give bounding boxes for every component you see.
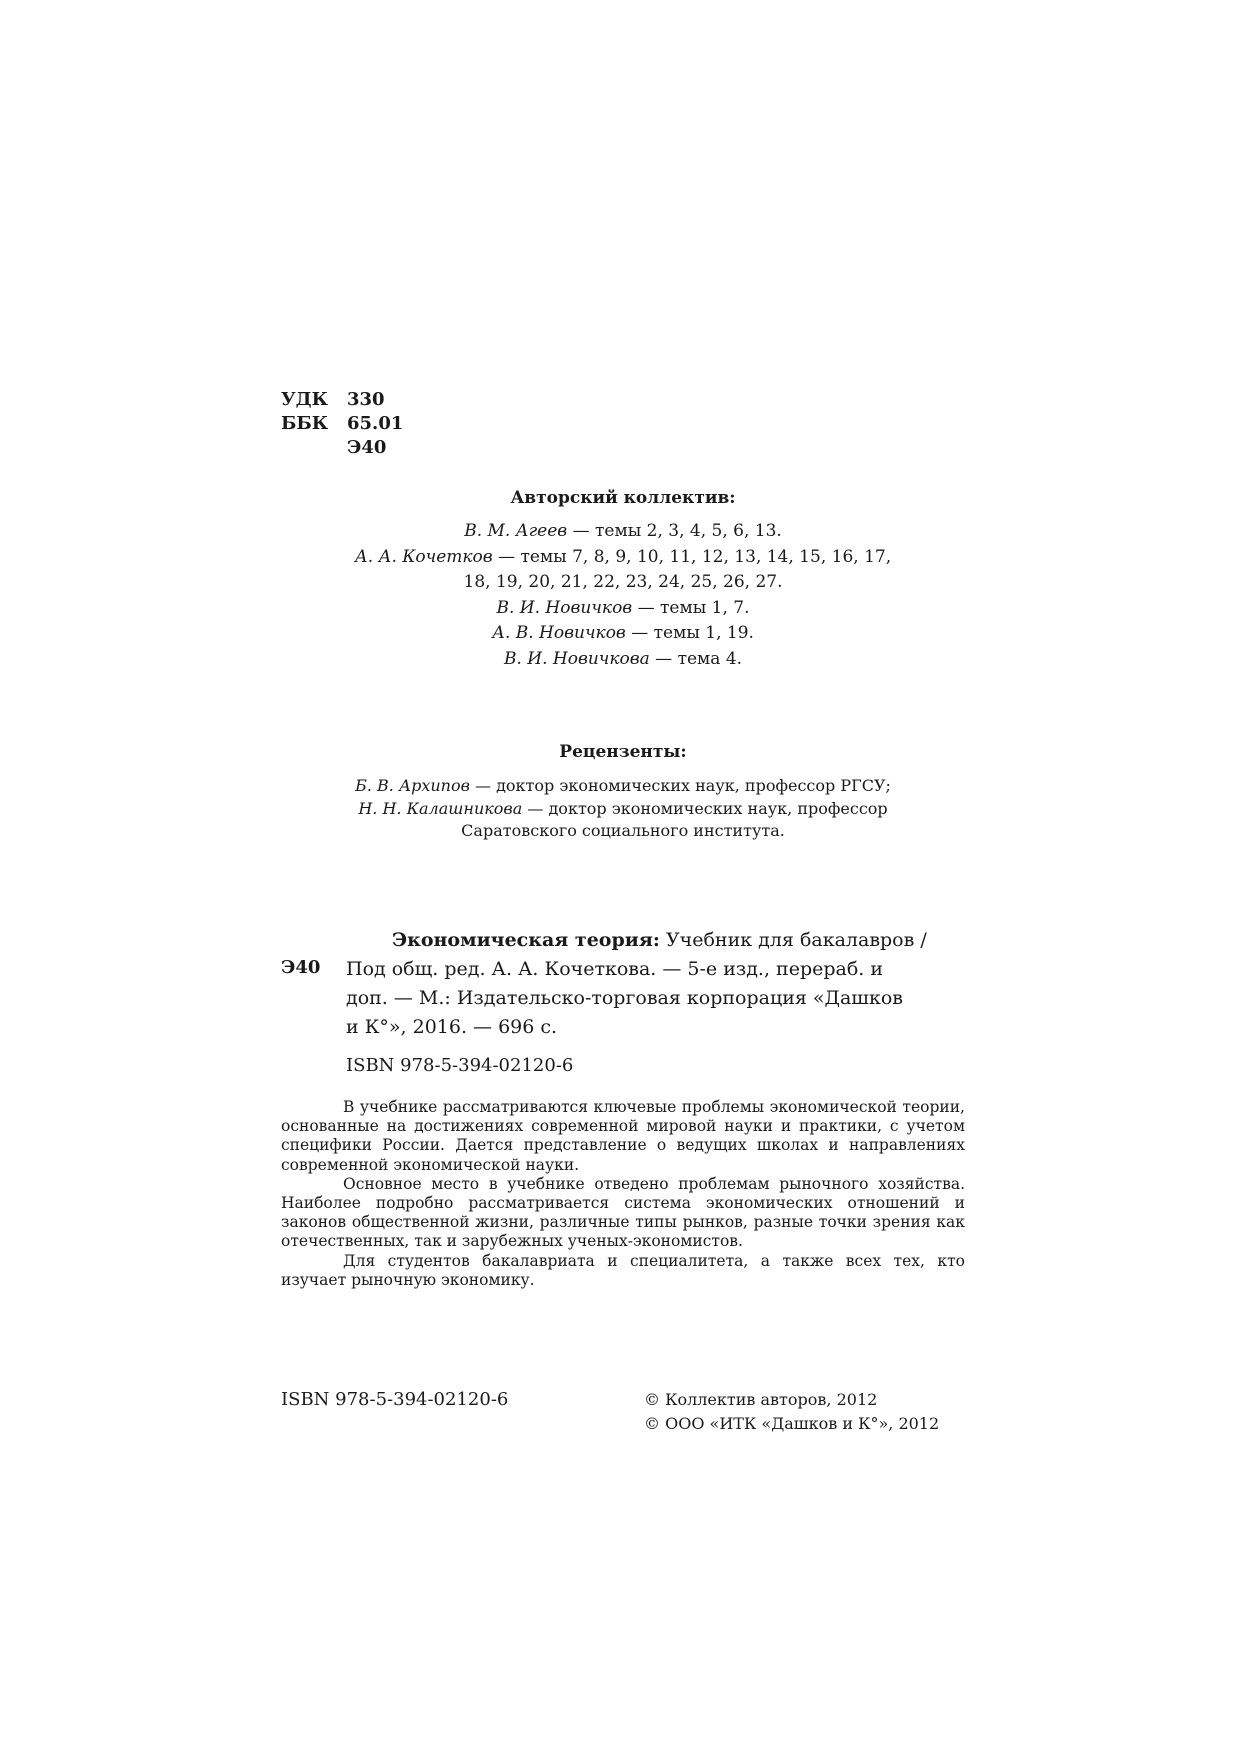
author-name: В. И. Новичкова — [503, 648, 650, 669]
reviewers-list — [281, 775, 965, 843]
annotation-paragraph-2: Основное место в учебнике отведено проблемам рыночного хозяйства. Наиболее подробно рассматривается система экономических отношений и законов общественной жизни, различные типы рынков, разные точки зрения как отечественных, так и зарубежных ученых-экономистов. — [281, 1174, 965, 1251]
copyright-line: © Коллектив авторов, 2012 — [644, 1390, 878, 1409]
author-name: В. М. Агеев — [464, 521, 568, 541]
reviewer-text: — доктор экономических наук, профессор — [522, 798, 888, 818]
reviewer-name: Н. Н. Калашникова — [358, 798, 523, 818]
bbk-value: 65.01 — [347, 413, 404, 434]
annotation — [281, 1098, 965, 1290]
author-name: В. И. Новичков — [496, 597, 633, 618]
annotation-paragraph-1: В учебнике рассматриваются ключевые проблемы экономической теории, основанные на достижениях современной мировой науки и практики, с учетом специфики России. Дается представление о ведущих школах и направлениях современной экономической науки. — [281, 1098, 965, 1174]
author-name: А. А. Кочетков — [354, 546, 493, 567]
reviewer-line — [281, 775, 965, 798]
author-line — [281, 647, 965, 673]
author-topics: — темы 7, 8, 9, 10, 11, 12, 13, 14, 15, 16, 17, — [492, 546, 892, 567]
bibliography-line-2: Под общ. ред. А. А. Кочеткова. — 5-е изд., перераб. и — [346, 958, 884, 980]
copyright-line: © ООО «ИТК «Дашков и К°», 2012 — [644, 1414, 940, 1433]
bibliography-mark: Э40 — [281, 957, 321, 978]
copyright-block — [644, 1388, 939, 1436]
authors-title: Авторский коллектив: — [510, 488, 736, 508]
author-mark-key — [281, 436, 347, 460]
bibliography-line-1-rest: Учебник для бакалавров / — [659, 929, 927, 951]
reviewer-line — [281, 798, 965, 821]
author-line — [281, 570, 965, 596]
classification-block — [281, 388, 403, 460]
author-mark-value: Э40 — [347, 437, 387, 458]
udk-row — [281, 388, 403, 412]
bibliography-line-1 — [346, 926, 964, 955]
footer-isbn: ISBN 978-5-394-02120-6 — [281, 1389, 509, 1410]
author-name: А. В. Новичков — [492, 623, 626, 643]
bibliography-description — [346, 926, 964, 1042]
book-title: Экономическая теория: — [392, 929, 660, 951]
bbk-key: ББК — [281, 413, 329, 434]
author-line — [281, 596, 965, 622]
author-topics: 18, 19, 20, 21, 22, 23, 24, 25, 26, 27. — [463, 572, 783, 592]
author-topics: — темы 2, 3, 4, 5, 6, 13. — [567, 521, 782, 541]
author-topics: — темы 1, 7. — [632, 597, 750, 618]
bibliography-line-3: доп. — М.: Издательско-торговая корпорация «Дашков — [346, 987, 903, 1009]
reviewers-title: Рецензенты: — [559, 742, 687, 762]
authors-list — [281, 519, 965, 672]
author-line — [281, 621, 965, 647]
udk-key: УДК — [281, 389, 328, 410]
reviewer-text: — доктор экономических наук, профессор РГСУ; — [469, 776, 891, 795]
reviewer-text: Саратовского социального института. — [461, 821, 785, 840]
author-topics: — тема 4. — [649, 648, 743, 669]
author-mark-row — [281, 436, 403, 460]
bibliography-isbn: ISBN 978-5-394-02120-6 — [346, 1055, 574, 1076]
bibliography-line-4: и К°», 2016. — 696 с. — [346, 1016, 558, 1038]
bbk-row — [281, 412, 403, 436]
reviewer-line — [281, 820, 965, 843]
author-line — [281, 519, 965, 545]
annotation-paragraph-3: Для студентов бакалавриата и специалитета, а также всех тех, кто изучает рыночную экономику. — [281, 1251, 965, 1289]
udk-value: 330 — [347, 389, 385, 410]
author-topics: — темы 1, 19. — [625, 623, 754, 643]
reviewer-name: Б. В. Архипов — [355, 776, 470, 795]
author-line — [281, 545, 965, 571]
